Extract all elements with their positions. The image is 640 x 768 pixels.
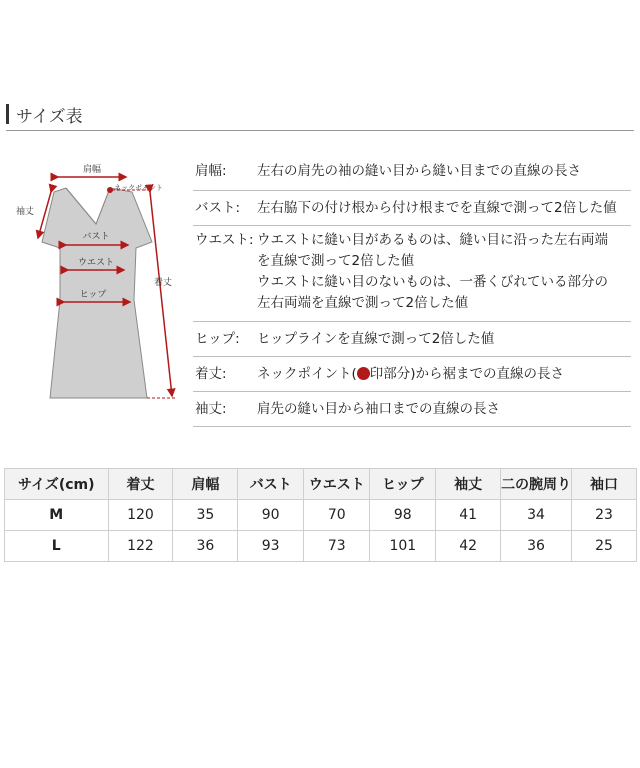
bust-label: バスト	[82, 232, 110, 242]
shoulder-label: 肩幅	[82, 165, 102, 175]
column-header: 袖丈	[436, 469, 501, 500]
neck-point-label: ネックポイント	[114, 184, 163, 192]
definition-line: を直線で測って2倍した値	[257, 253, 415, 269]
table-cell: 98	[370, 500, 436, 531]
definition-term: 着丈:	[195, 366, 227, 382]
dress-illustration	[0, 150, 195, 410]
size-cell: M	[5, 500, 109, 531]
column-header: バスト	[238, 469, 304, 500]
table-header-row	[5, 469, 637, 500]
measurement-definitions	[193, 154, 631, 427]
definition-text	[257, 399, 631, 426]
hip-label: ヒップ	[79, 290, 107, 300]
definition-line: ウエストに縫い目のないものは、一番くびれている部分の	[257, 274, 608, 290]
length-arrow	[150, 192, 172, 396]
definition-row	[193, 154, 631, 191]
definition-text	[257, 198, 631, 225]
definition-row	[193, 392, 631, 427]
definition-line-end: 印部分)から裾までの直線の長さ	[369, 366, 565, 382]
definition-term: 肩幅:	[195, 163, 227, 179]
definition-line: 左右の肩先の袖の縫い目から縫い目までの直線の長さ	[257, 163, 581, 179]
header-divider	[6, 130, 634, 131]
definition-text	[257, 161, 631, 190]
length-label: 着丈	[154, 278, 173, 288]
column-header: 着丈	[108, 469, 173, 500]
column-header: 袖口	[572, 469, 637, 500]
table-cell: 90	[238, 500, 304, 531]
definition-row	[193, 191, 631, 226]
definition-line: ヒップラインを直線で測って2倍した値	[257, 331, 495, 347]
table-cell: 41	[436, 500, 501, 531]
page-title: サイズ表	[16, 107, 83, 127]
table-cell: 35	[173, 500, 238, 531]
definition-term: 袖丈:	[195, 401, 227, 417]
column-header: サイズ(cm)	[5, 469, 109, 500]
table-cell: 23	[572, 500, 637, 531]
size-cell: L	[5, 531, 109, 562]
column-header: ウエスト	[304, 469, 370, 500]
table-cell: 93	[238, 531, 304, 562]
definition-text	[257, 329, 631, 356]
table-cell: 70	[304, 500, 370, 531]
column-header: ヒップ	[370, 469, 436, 500]
waist-label: ウエスト	[77, 258, 115, 268]
definition-row	[193, 226, 631, 322]
garment-diagram	[0, 150, 195, 410]
definition-line: ウエストに縫い目があるものは、縫い目に沿った左右両端	[257, 232, 608, 248]
definition-line: 左右両端を直線で測って2倍した値	[257, 295, 469, 311]
table-cell: 122	[108, 531, 173, 562]
definition-line: 肩先の縫い目から袖口までの直線の長さ	[257, 401, 500, 417]
definition-term: バスト:	[195, 200, 241, 216]
column-header: 二の腕周り	[501, 469, 572, 500]
table-cell: 36	[501, 531, 572, 562]
table-cell: 42	[436, 531, 501, 562]
definition-row	[193, 357, 631, 392]
definition-term: ヒップ:	[195, 331, 240, 347]
table-cell: 101	[370, 531, 436, 562]
table-cell: 25	[572, 531, 637, 562]
table-row	[5, 531, 637, 562]
size-table	[4, 468, 637, 562]
table-cell: 73	[304, 531, 370, 562]
definition-row	[193, 322, 631, 357]
sleeve-label: 袖丈	[16, 207, 35, 217]
definition-term: ウエスト:	[195, 232, 254, 248]
definition-line-start: ネックポイント(	[257, 366, 357, 382]
table-cell: 120	[108, 500, 173, 531]
header-accent-bar	[6, 104, 9, 124]
neck-point-dot-icon	[357, 367, 370, 380]
column-header: 肩幅	[173, 469, 238, 500]
table-cell: 36	[173, 531, 238, 562]
definition-line: 左右脇下の付け根から付け根までを直線で測って2倍した値	[257, 200, 617, 216]
definition-text	[257, 364, 631, 391]
table-cell: 34	[501, 500, 572, 531]
table-row	[5, 500, 637, 531]
definition-text	[257, 230, 631, 321]
section-header	[6, 100, 634, 128]
